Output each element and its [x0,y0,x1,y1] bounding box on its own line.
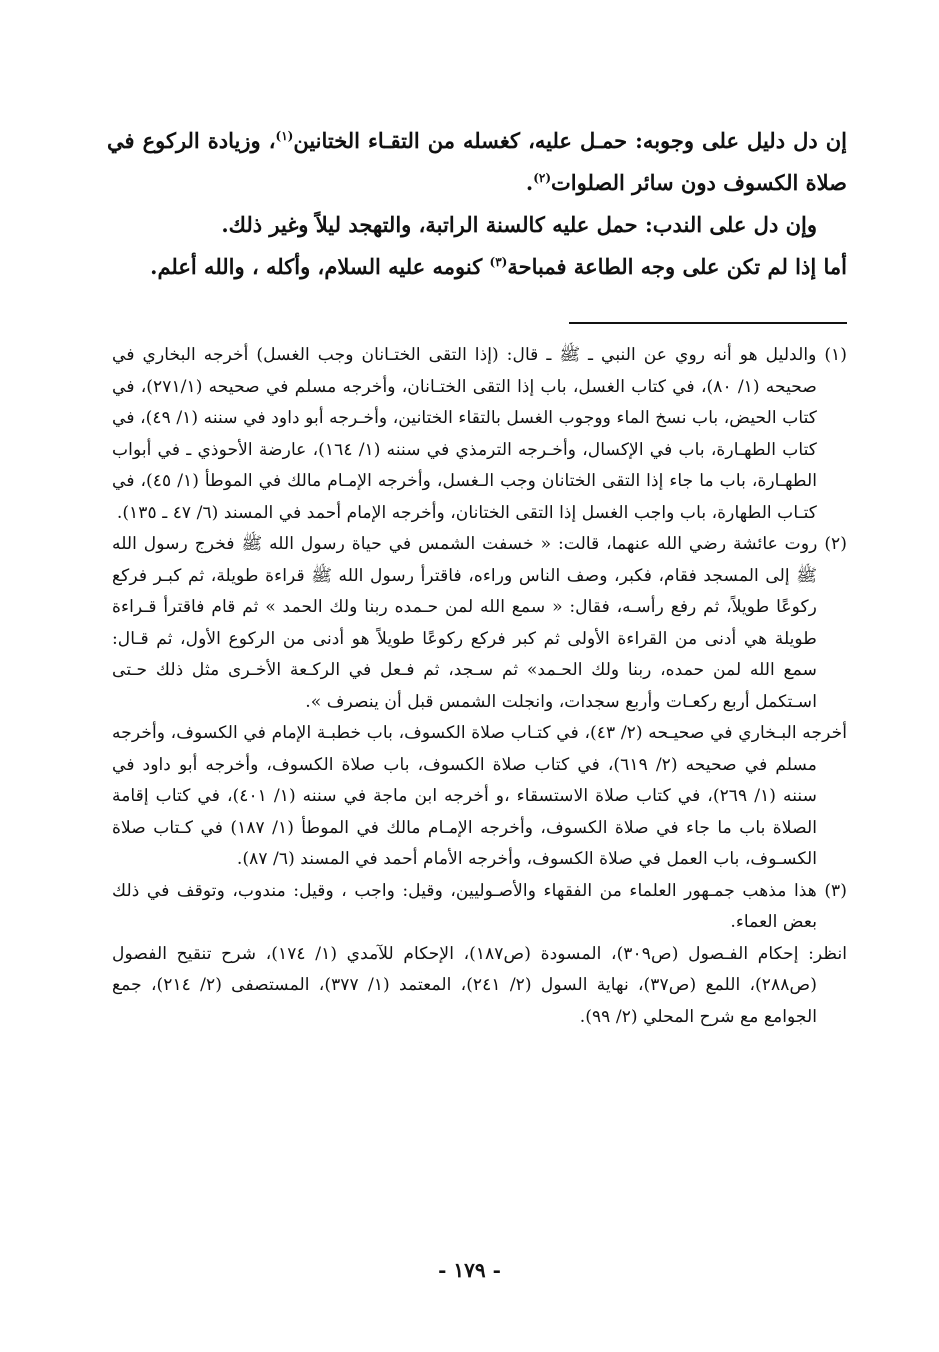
paragraph-3 [107,246,847,288]
paragraph-3-text-b: كنومه عليه السلام، وأكله ، والله أعلم. [150,254,490,279]
paragraph-1-text-b: ، وزيادة الركوع في صلاة الكسوف دون سائر الصلوات [107,128,847,195]
main-text [107,120,847,288]
footnote-3-sources: انظر: إحكام الفـصول (ص٣٠٩)، المسودة (ص١٨٧)، الإحكام للآمدي (١/ ١٧٤)، شرح تنقيح الفصول (ص٢٨٨)، اللمع (ص٣٧)، نهاية السول (٢/ ٢٤١)، المعتمد (١/ ٣٧٧)، المستصفى (٢/ ٢١٤)، جمع الجوامع مع شرح المحلي (٢/ ٩٩). [112,943,848,1027]
paragraph-1-end: . [525,170,534,195]
footnote-ref-3: (٣) [489,255,508,269]
footnote-2-sources: أخرجه البـخاري في صحيـحه (٢/ ٤٣)، في كتـاب صلاة الكسوف، باب خطبـة الإمام في الكسوف، وأخرجه مسلم في صحيحه (٢/ ٦١٩)، في كتاب صلاة الكسوف، باب صلاة الكسوف، وأخرجه أبو داود في سننه (١/ ٢٦٩)، في كتاب صلاة الاستسقاء ،و أخرجه ابن ماجة في سننه (١/ ٤٠١)، في كتاب إقامة الصلاة باب ما جاء في صلاة الكسوف، وأخرجه الإمـام مالك في الموطأ (١/ ١٨٧) في كـتاب صلاة الكسـوف، باب العمل في صلاة الكسوف، وأخرجه الأمام أحمد في المسند (٦/ ٨٧). [112,723,847,869]
footnote-3: (٣) هذا مذهب جمـهور العلماء من الفقهاء والأصـوليين، وقيل: واجب ، وقيل: مندوب، وتوقف في ذلك بعض العماء. [112,880,847,932]
paragraph-1 [107,120,847,204]
paragraph-1-text: إن دل دليل على وجوبه: حمـل عليه، كغسله من التقـاء الختانين [293,128,847,153]
page-number: - ١٧٩ - [438,1258,501,1282]
footnote-ref-2: (٢) [533,171,552,185]
paragraph-2: وإن دل على الندب: حمل عليه كالسنة الراتبة، والتهجد ليلاً وغير ذلك. [221,212,817,237]
footnote-ref-1: (١) [275,129,294,143]
footnote-1: (١) والدليل هو أنه روي عن النبي ـ ﷺ ـ قال: (إذا التقى الختـانان وجب الغسل) أخرجه البخاري في صحيحه (١/ ٨٠)، في كتاب الغسل، باب إذا التقى الختـانان، وأخرجه مسلم في صحيحه (٢٧١/١)، في كتاب الحيض، باب نسخ الماء ووجوب الغسل بالتقاء الختانين، وأخـرجه أبو داود في سننه (١/ ٤٩)، في كتاب الطهـارة، باب في الإكسال، وأخـرجه الترمذي في سننه (١/ ١٦٤)، عارضة الأحوذي ـ في أبواب الطهـارة، باب ما جاء إذا التقى الختانان وجب الـغسل، وأخرجه الإمـام مالك في الموطأ (١/ ٤٥)، في كتـاب الطهارة، باب واجب الغسل إذا التقى الختانان، وأخرجه الإمام أحمد في المسند (٦/ ٤٧ ـ ١٣٥). [112,345,847,523]
paragraph-3-text: أما إذا لم تكن على وجه الطاعة فمباحة [507,254,847,279]
footnote-2: (٢) روت عائشة رضي الله عنهما، قالت: « خسفت الشمس في حياة رسول الله ﷺ فخرج رسول الله ﷺ إلى المسجد فقام، فكبر، وصف الناس وراءه، فاقترأ رسول الله ﷺ قراءة طويلة، ثم كبـر فركع ركوعًا طويلاً، ثم رفع رأسـه، فقال: « سمع الله لمن حـمده ربنا ولك الحمد » ثم قام فاقترأ قـراءة طويلة هي أدنى من القراءة الأولى ثم كبر فركع ركوعًا طويلاً هو أدنى من الركوع الأول، ثم قـال: سمع الله لمن حمده، ربنا ولك الحـمد» ثم سـجد، ثم فـعل في الركـعة الأخـرى مثل ذلك حـتى اسـتكمل أربع ركعـات وأربع سجدات، وانجلت الشمس قبل أن ينصرف ». [112,534,847,712]
footnotes [112,340,847,1033]
footnote-separator [569,322,847,324]
